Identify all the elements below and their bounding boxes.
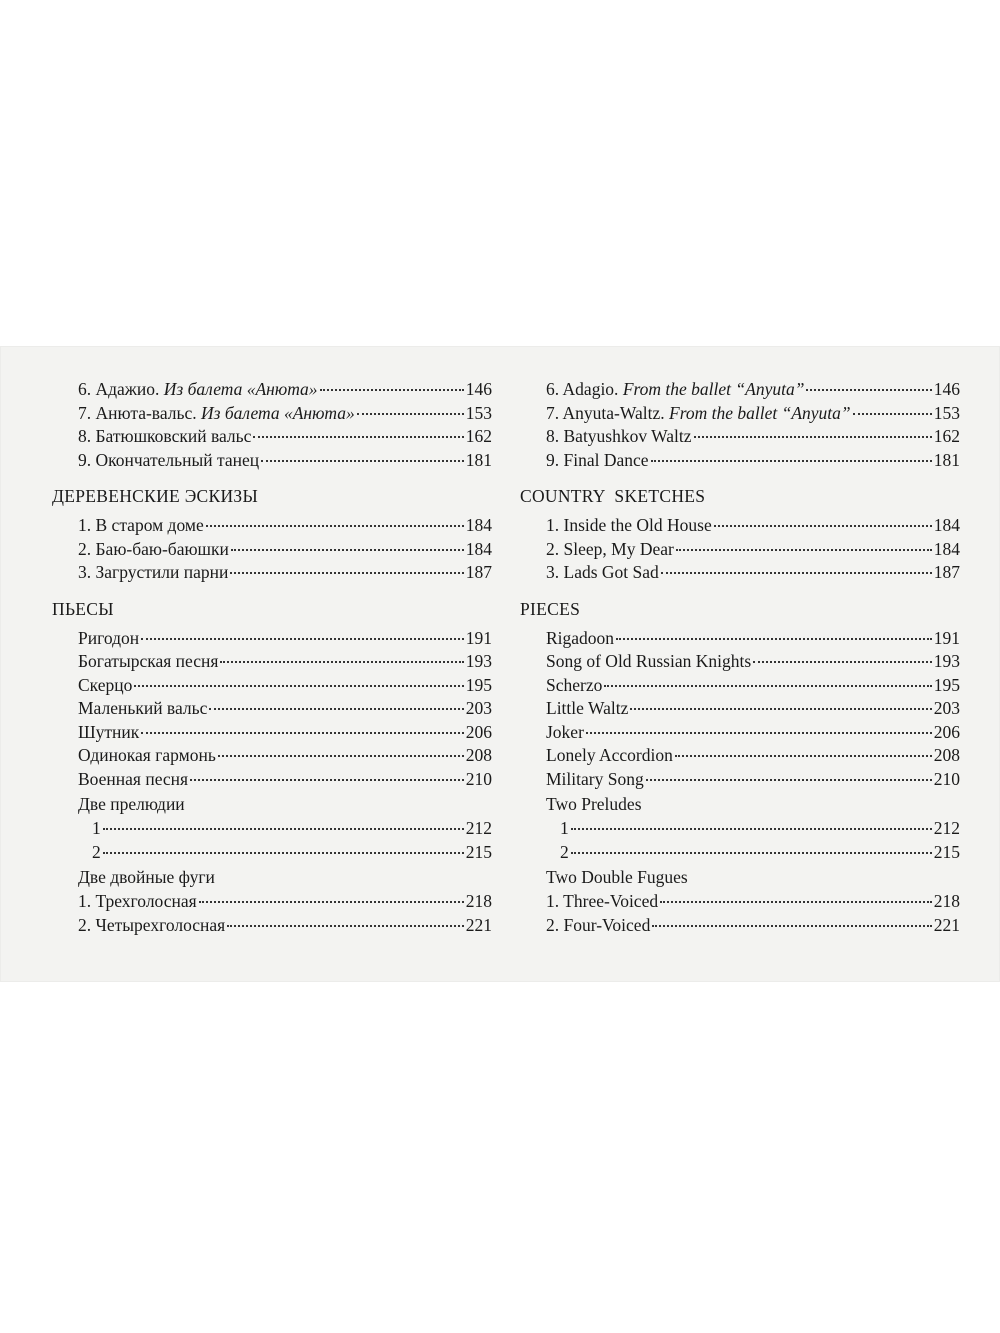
page-number: 210 (465, 768, 492, 789)
leader-dots (853, 413, 932, 415)
entry-title: 1. Трехголосная (78, 891, 197, 911)
page-number: 153 (465, 402, 492, 423)
toc-entry (520, 402, 960, 426)
toc-entry (52, 674, 492, 698)
toc-entry (520, 514, 960, 538)
entry-title: 9. Final Dance (546, 449, 649, 470)
leader-dots (103, 828, 464, 830)
page-number: 187 (465, 562, 492, 582)
entry-title: 6. Adagio. (546, 379, 619, 399)
leader-dots (806, 389, 931, 391)
page-number: 208 (465, 745, 492, 765)
toc-entry (52, 650, 492, 674)
toc-entry (520, 538, 960, 562)
entry-title: 2. Баю-баю-баюшки (78, 538, 229, 559)
page-number: 193 (933, 651, 960, 671)
toc-entry (520, 449, 960, 473)
leader-dots (714, 525, 932, 527)
page-number: 210 (933, 768, 960, 789)
entry-title: 2. Sleep, My Dear (546, 538, 674, 559)
leader-dots (230, 572, 463, 574)
leader-dots (651, 460, 932, 462)
page-number: 208 (933, 745, 960, 765)
page-number: 191 (465, 627, 492, 648)
section-heading: ПЬЕСЫ (52, 598, 114, 619)
toc-entry (52, 538, 492, 562)
leader-dots (676, 549, 932, 551)
leader-dots (753, 661, 932, 663)
leader-dots (261, 460, 464, 462)
toc-entry (52, 627, 492, 651)
section-heading: COUNTRY SKETCHES (520, 486, 706, 506)
toc-entry (520, 650, 960, 674)
entry-title: Joker (546, 721, 584, 742)
toc-entry (52, 697, 492, 721)
entry-title: Скерцо (78, 674, 133, 695)
entry-title: Маленький вальс (78, 698, 208, 718)
sub-heading: Two Double Fugues (546, 867, 688, 887)
entry-title: 1 (92, 818, 101, 838)
leader-dots (616, 638, 932, 640)
entry-title: Ригодон (78, 627, 140, 648)
entry-title: 1. В старом доме (78, 515, 204, 535)
leader-dots (357, 413, 464, 415)
entry-subtitle: From the ballet “Anyuta” (669, 402, 851, 423)
entry-title: 1. Three-Voiced (546, 891, 659, 911)
leader-dots (320, 389, 464, 391)
sub-heading: Две прелюдии (78, 794, 185, 814)
page-number: 162 (933, 426, 960, 446)
toc-column-english (520, 378, 960, 937)
entry-title: 9. Окончательный танец (78, 449, 260, 470)
toc-entry (52, 721, 492, 745)
toc-entry (520, 914, 960, 938)
leader-dots (227, 925, 464, 927)
page-number: 146 (933, 379, 960, 399)
page-number: 187 (933, 562, 960, 582)
entry-title: Scherzo (546, 674, 603, 695)
toc-entry (52, 378, 492, 402)
leader-dots (253, 436, 463, 438)
entry-title: 1. Inside the Old House (546, 515, 712, 535)
toc-entry (520, 627, 960, 651)
toc-entry (520, 744, 960, 768)
toc-entry (52, 768, 492, 792)
leader-dots (220, 661, 463, 663)
page-number: 184 (933, 515, 960, 535)
leader-dots (231, 549, 464, 551)
page-number: 191 (933, 627, 960, 648)
entry-title: Little Waltz (546, 698, 629, 718)
entry-title: Шутник (78, 721, 140, 742)
entry-title: Богатырская песня (78, 651, 219, 671)
leader-dots (694, 436, 932, 438)
entry-title: Rigadoon (546, 627, 615, 648)
page-number: 203 (933, 698, 960, 718)
page-number: 181 (465, 449, 492, 470)
page-number: 162 (465, 426, 492, 446)
toc-entry (520, 817, 960, 841)
toc-entry (520, 425, 960, 449)
page-number: 153 (933, 402, 960, 423)
entry-title: 2 (560, 841, 569, 862)
entry-subtitle: Из балета «Анюта» (201, 402, 355, 423)
page-number: 212 (465, 818, 492, 838)
toc-entry (520, 697, 960, 721)
entry-title: 2. Четырехголосная (78, 914, 226, 935)
leader-dots (199, 901, 464, 903)
page-number: 184 (933, 538, 960, 559)
toc-column-russian (52, 378, 492, 937)
leader-dots (103, 852, 464, 854)
page-number: 221 (465, 914, 492, 935)
page-number: 193 (465, 651, 492, 671)
page-number: 212 (933, 818, 960, 838)
entry-title: 7. Anyuta-Waltz. (546, 402, 665, 423)
sub-heading: Two Preludes (546, 794, 642, 814)
page-number: 184 (465, 538, 492, 559)
leader-dots (571, 828, 932, 830)
page-number: 221 (933, 914, 960, 935)
entry-title: 8. Batyushkov Waltz (546, 426, 692, 446)
leader-dots (646, 779, 932, 781)
toc-entry (52, 514, 492, 538)
leader-dots (218, 755, 464, 757)
leader-dots (190, 779, 464, 781)
entry-title: Song of Old Russian Knights (546, 651, 752, 671)
leader-dots (134, 685, 463, 687)
page-number: 184 (465, 515, 492, 535)
page-number: 195 (465, 674, 492, 695)
entry-title: Военная песня (78, 768, 189, 789)
toc-entry (52, 817, 492, 841)
page-number: 215 (933, 841, 960, 862)
leader-dots (675, 755, 932, 757)
entry-subtitle: From the ballet “Anyuta” (622, 379, 805, 399)
toc-entry (52, 425, 492, 449)
toc-entry (520, 890, 960, 914)
page-number: 195 (933, 674, 960, 695)
entry-title: 2. Four-Voiced (546, 914, 651, 935)
leader-dots (604, 685, 931, 687)
entry-title: 3. Загрустили парни (78, 562, 229, 582)
sub-heading: Две двойные фуги (78, 867, 215, 887)
page-number: 181 (933, 449, 960, 470)
leader-dots (141, 638, 464, 640)
page-number: 206 (933, 721, 960, 742)
toc-entry (52, 449, 492, 473)
entry-title: Одинокая гармонь (78, 745, 216, 765)
toc-entry (520, 561, 960, 585)
entry-title: 1 (560, 818, 569, 838)
leader-dots (141, 732, 463, 734)
page-number: 215 (465, 841, 492, 862)
toc-entry (520, 768, 960, 792)
leader-dots (661, 572, 932, 574)
entry-subtitle: Из балета «Анюта» (163, 379, 318, 399)
entry-title: 2 (92, 841, 101, 862)
leader-dots (206, 525, 464, 527)
toc-entry (52, 561, 492, 585)
entry-title: 3. Lads Got Sad (546, 562, 659, 582)
entry-title: 7. Анюта-вальс. (78, 402, 197, 423)
toc-entry (520, 721, 960, 745)
entry-title: 8. Батюшковский вальс (78, 426, 252, 446)
toc-entry (52, 914, 492, 938)
page-number: 218 (465, 891, 492, 911)
toc-entry (52, 890, 492, 914)
leader-dots (586, 732, 932, 734)
leader-dots (660, 901, 932, 903)
section-heading: ДЕРЕВЕНСКИЕ ЭСКИЗЫ (52, 486, 259, 506)
toc-entry (520, 378, 960, 402)
entry-title: Military Song (546, 768, 644, 789)
leader-dots (652, 925, 931, 927)
toc-entry (52, 402, 492, 426)
page-number: 206 (465, 721, 492, 742)
page-number: 146 (465, 379, 492, 399)
page-number: 203 (465, 698, 492, 718)
toc-entry (52, 841, 492, 865)
section-heading: PIECES (520, 598, 581, 619)
leader-dots (571, 852, 932, 854)
entry-title: Lonely Accordion (546, 745, 673, 765)
page-number: 218 (933, 891, 960, 911)
toc-entry (52, 744, 492, 768)
entry-title: 6. Адажио. (78, 379, 160, 399)
toc-entry (520, 841, 960, 865)
leader-dots (209, 708, 463, 710)
toc-entry (520, 674, 960, 698)
leader-dots (630, 708, 931, 710)
